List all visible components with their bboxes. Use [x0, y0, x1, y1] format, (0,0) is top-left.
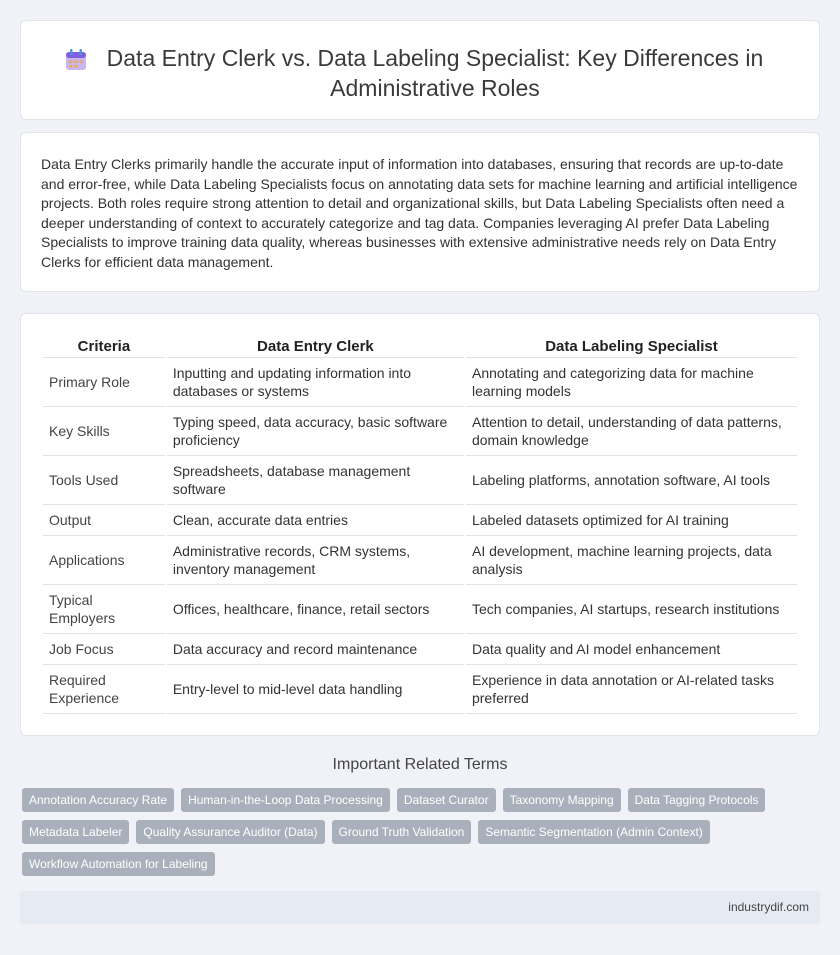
table-row	[43, 536, 797, 585]
intro-card	[20, 132, 820, 292]
clerk-cell: Spreadsheets, database management software	[167, 456, 464, 505]
table-row	[43, 665, 797, 714]
related-terms-list	[22, 788, 812, 884]
table-row	[43, 407, 797, 456]
criteria-cell: Job Focus	[43, 634, 165, 665]
related-term-tag[interactable]: Data Tagging Protocols	[628, 788, 766, 812]
footer	[20, 891, 820, 924]
table-row	[43, 585, 797, 634]
page-title: Data Entry Clerk vs. Data Labeling Specialist: Key Differences in Administrative Roles	[106, 45, 764, 101]
related-term-tag[interactable]: Ground Truth Validation	[332, 820, 472, 844]
specialist-cell: AI development, machine learning projects, data analysis	[466, 536, 797, 585]
table-header-row	[43, 334, 797, 358]
table-row	[43, 634, 797, 665]
related-term-tag[interactable]: Taxonomy Mapping	[503, 788, 621, 812]
header-criteria: Criteria	[43, 334, 165, 358]
specialist-cell: Tech companies, AI startups, research institutions	[466, 585, 797, 634]
clerk-cell: Data accuracy and record maintenance	[167, 634, 464, 665]
intro-paragraph: Data Entry Clerks primarily handle the accurate input of information into databases, ensuring that records are up-to-date and error-free, while Data Labeling Specialists focus on annotating data sets for machine learning and artificial intelligence projects. Both roles require strong attention to detail and organizational skills, but Data Labeling Specialists often need a deeper understanding of context to accurately categorize and tag data. Companies leveraging AI prefer Data Labeling Specialists to improve training data quality, whereas businesses with extensive administrative needs rely on Data Entry Clerks for efficient data management.	[41, 156, 798, 270]
clerk-cell: Offices, healthcare, finance, retail sectors	[167, 585, 464, 634]
criteria-cell: Typical Employers	[43, 585, 165, 634]
related-term-tag[interactable]: Annotation Accuracy Rate	[22, 788, 174, 812]
related-term-tag[interactable]: Metadata Labeler	[22, 820, 129, 844]
comparison-card	[20, 313, 820, 736]
criteria-cell: Primary Role	[43, 358, 165, 407]
specialist-cell: Experience in data annotation or AI-related tasks preferred	[466, 665, 797, 714]
criteria-cell: Required Experience	[43, 665, 165, 714]
specialist-cell: Attention to detail, understanding of data patterns, domain knowledge	[466, 407, 797, 456]
clerk-cell: Inputting and updating information into databases or systems	[167, 358, 464, 407]
header-data-entry-clerk: Data Entry Clerk	[167, 334, 464, 358]
header-data-labeling-specialist: Data Labeling Specialist	[466, 334, 797, 358]
related-term-tag[interactable]: Human-in-the-Loop Data Processing	[181, 788, 390, 812]
table-row	[43, 358, 797, 407]
comparison-table	[41, 334, 799, 714]
table-row	[43, 456, 797, 505]
criteria-cell: Output	[43, 505, 165, 536]
clerk-cell: Clean, accurate data entries	[167, 505, 464, 536]
criteria-cell: Tools Used	[43, 456, 165, 505]
clerk-cell: Administrative records, CRM systems, inventory management	[167, 536, 464, 585]
specialist-cell: Labeled datasets optimized for AI training	[466, 505, 797, 536]
specialist-cell: Labeling platforms, annotation software, AI tools	[466, 456, 797, 505]
related-term-tag[interactable]: Dataset Curator	[397, 788, 496, 812]
footer-site-link[interactable]: industrydif.com	[728, 900, 809, 914]
criteria-cell: Applications	[43, 536, 165, 585]
specialist-cell: Annotating and categorizing data for machine learning models	[466, 358, 797, 407]
related-term-tag[interactable]: Quality Assurance Auditor (Data)	[136, 820, 324, 844]
criteria-cell: Key Skills	[43, 407, 165, 456]
header-card	[20, 20, 820, 120]
clerk-cell: Typing speed, data accuracy, basic software proficiency	[167, 407, 464, 456]
related-terms-title: Important Related Terms	[332, 756, 508, 773]
related-term-tag[interactable]: Semantic Segmentation (Admin Context)	[478, 820, 709, 844]
table-row	[43, 505, 797, 536]
specialist-cell: Data quality and AI model enhancement	[466, 634, 797, 665]
clerk-cell: Entry-level to mid-level data handling	[167, 665, 464, 714]
related-term-tag[interactable]: Workflow Automation for Labeling	[22, 852, 215, 876]
